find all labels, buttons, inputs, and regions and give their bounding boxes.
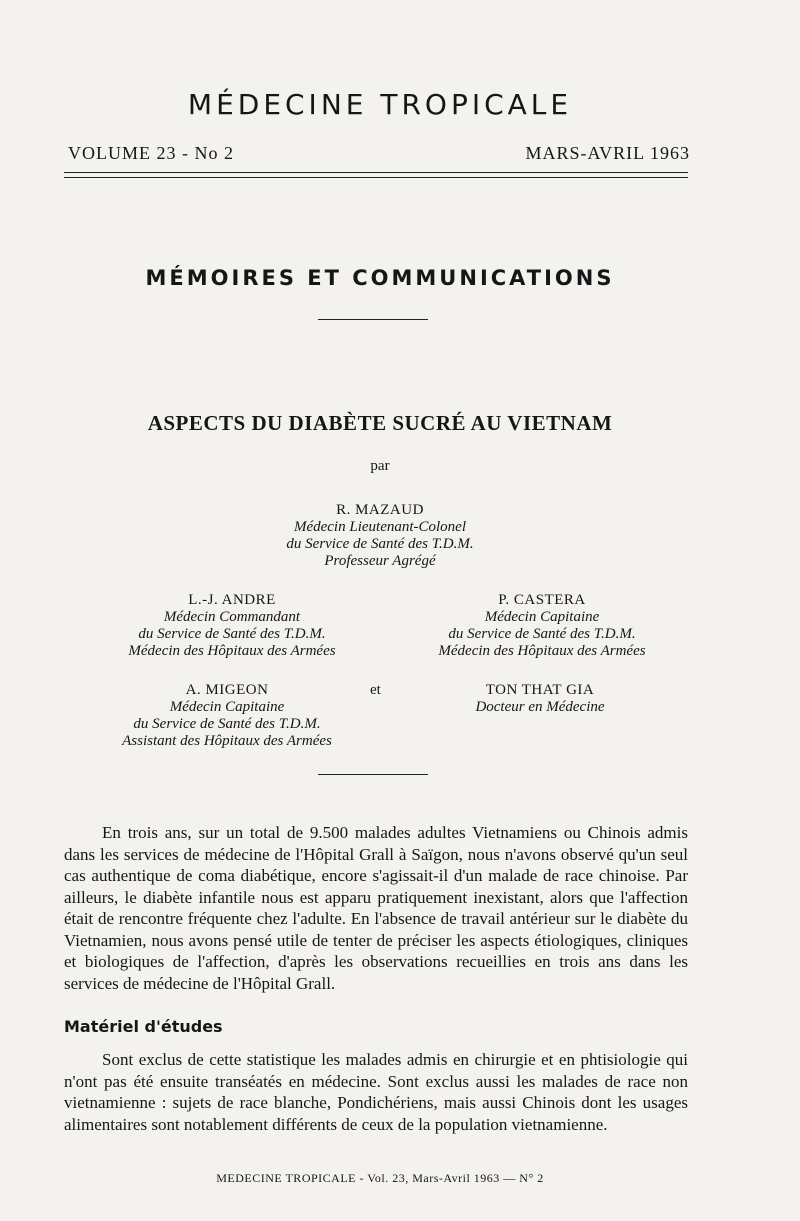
authors-divider [318,774,428,775]
author-role: du Service de Santé des T.D.M. [448,626,636,642]
author-role: Médecin Capitaine [484,609,600,625]
author-role: Médecin des Hôpitaux des Armées [438,643,646,659]
author-role: Médecin Lieutenant-Colonel [293,519,467,535]
author-role: Médecin Capitaine [169,699,285,715]
page-footer: MEDECINE TROPICALE - Vol. 23, Mars-Avril 1963 — N° 2 [216,1171,544,1185]
by-line: par [370,458,390,474]
header-double-rule [64,172,688,178]
body-paragraph-materiel: Sont exclus de cette statistique les malades admis en chirurgie et en phtisiologie qui n'ont pas été ensuite transéatés en médecine. Sont exclus aussi les malades de race non vietnamienne : sujets de race blanche, Pondichériens, mais aussi Chinois dont les usages alimentaires sont notablement différents de ceux de la population vietnamienne. [64,1050,688,1134]
author-block-gia [430,682,650,716]
author-role: Médecin Commandant [163,609,301,625]
author-role: Médecin des Hôpitaux des Armées [128,643,336,659]
author-block-andre [72,592,392,660]
section-divider [318,319,428,320]
article-title: ASPECTS DU DIABÈTE SUCRÉ AU VIETNAM [147,411,613,435]
author-role: Professeur Agrégé [324,553,436,569]
author-name: L.-J. ANDRE [188,592,276,608]
author-block-mazaud [230,502,530,570]
subheading-materiel: Matériel d'études [64,1017,223,1036]
author-role: Assistant des Hôpitaux des Armées [122,733,332,749]
volume-number: VOLUME 23 - No 2 [68,143,234,163]
author-block-castera [392,592,692,660]
author-name: R. MAZAUD [336,502,424,518]
author-role: Docteur en Médecine [475,699,605,715]
author-role: du Service de Santé des T.D.M. [286,536,474,552]
author-name: P. CASTERA [498,592,586,608]
author-role: du Service de Santé des T.D.M. [138,626,326,642]
author-block-migeon [72,682,382,750]
author-role: du Service de Santé des T.D.M. [133,716,321,732]
section-title: MÉMOIRES ET COMMUNICATIONS [145,266,615,290]
body-paragraph-intro: En trois ans, sur un total de 9.500 malades adultes Vietnamiens ou Chinois admis dans les services de médecine de l'Hôpital Grall à Saïgon, nous n'avons observé qu'un seul cas authentique de coma diabétique, encore s'agissait-il d'un malade de race chinoise. Par ailleurs, le diabète infantile nous est apparu pratiquement inexistant, alors que l'affection était de rencontre fréquente chez l'adulte. En l'absence de travail antérieur sur le diabète du Vietnamien, nous avons pensé utile de tenter de préciser les aspects étiologiques, cliniques et biologiques de l'affection, d'après les observations recueillies en trois ans dans les services de médecine de l'Hôpital Grall. [64,823,688,993]
author-conjunction: et [370,682,381,698]
volume-line [68,143,690,164]
issue-date: MARS-AVRIL 1963 [525,143,690,163]
author-name: A. MIGEON [185,682,269,698]
author-name: TON THAT GIA [485,682,595,698]
journal-title: MÉDECINE TROPICALE [187,88,573,121]
